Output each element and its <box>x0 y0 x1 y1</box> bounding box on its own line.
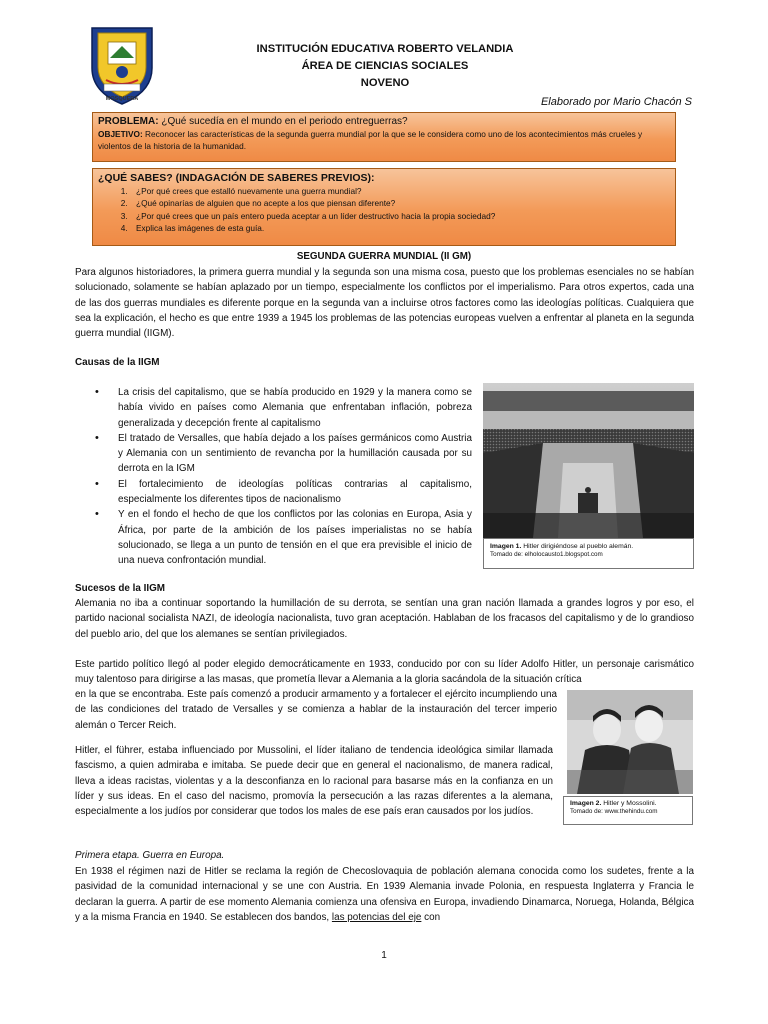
prior-knowledge-list <box>98 185 670 234</box>
problem-objective-box <box>92 112 676 162</box>
area-title: ÁREA DE CIENCIAS SOCIALES <box>301 60 469 72</box>
list-item: • La crisis del capitalismo, que se había producido en 1929 y la manera como se había vivido en países como Alemania que enfrentaban inflación, pobreza generalizada y decepción frente al capitalismo <box>92 385 472 431</box>
stage1-text: En 1938 el régimen nazi de Hitler se reclama la región de Checoslovaquia de población alemana conocida como los sudetes, frente a la pasividad de la comunidad internacional y se une con Austria. En 1939 Alemania invade Polonia, en respuesta Inglaterra y Francia le declaran la guerra. A partir de ese momento Alemania comienza una ofensiva en Europa, invadiendo Dinamarca, Noruega, Holanda, Bélgica y a la misma Francia en 1940. Se establecen dos bandos, <box>75 866 694 923</box>
objective-text: Reconocer las características de la segunda guerra mundial por la que se le considera como uno de los acontecimientos más crueles y violentos de la historia de la humanidad. <box>98 129 643 151</box>
objective-line <box>98 128 670 152</box>
problem-line <box>98 116 670 127</box>
prior-knowledge-title: ¿QUÉ SABES? (INDAGACIÓN DE SABERES PREVIOS): <box>98 172 375 184</box>
image1-caption <box>483 538 694 569</box>
page-number: 1 <box>381 950 387 961</box>
problem-label: PROBLEMA: <box>98 116 159 127</box>
image1-caption-label: Imagen 1. <box>490 543 522 550</box>
list-item: 1. ¿Por qué crees que estalló nuevamente una guerra mundial? <box>130 185 670 197</box>
events-paragraph-2-continued: en la que se encontraba. Este país comenzó a producir armamento y a fortalecer el ejército incumpliendo una de las condiciones del tratado de Versalles y se comienza a hablar de la instauración del tercer imperio alemán o Tercer Reich. <box>75 689 557 731</box>
causes-heading: Causas de la IIGM <box>75 357 160 368</box>
list-item: 2. ¿Qué opinarías de alguien que no acepte a los que piensan diferente? <box>130 197 670 209</box>
image2-caption <box>563 796 693 825</box>
problem-question: ¿Qué sucedía en el mundo en el periodo entreguerras? <box>158 116 408 127</box>
prior-knowledge-box <box>92 168 676 246</box>
list-item: • El tratado de Versalles, que había dejado a los países germánicos como Austria y Alemania con un sentimiento de revancha por la humillación causada por su derrota en la IGM <box>92 431 472 477</box>
events-paragraph-2: Este partido político llegó al poder elegido democráticamente en 1933, conducido por con su líder Adolfo Hitler, un personaje carismático muy talentoso para dirigirse a las masas, que prometía llevar a Alemania a la gloria sacándola de la situación crítica <box>75 659 694 686</box>
list-item: • Y en el fondo el hecho de que los conflictos por las colonias en Europa, Asia y África, por parte de la ambición de los países imperialistas no se había solucionado, se llega a un punto de tensión en el que era previsible el inicio de una nueva confrontación mundial. <box>92 507 472 568</box>
crest-caption: MOSQUERA <box>105 96 139 102</box>
causes-list <box>92 385 472 569</box>
grade-title: NOVENO <box>360 77 410 89</box>
school-crest-logo <box>86 24 158 106</box>
image2-source: Tomado de: www.thehindu.com <box>570 808 658 815</box>
axis-powers-link: las potencias del eje <box>331 911 422 923</box>
list-item: • El fortalecimiento de ideologías políticas contrarias al capitalismo, especialmente los diferentes tipos de nacionalismo <box>92 477 472 508</box>
objective-label: OBJETIVO: <box>98 129 143 139</box>
hitler-mussolini-photo <box>567 690 693 794</box>
hitler-rally-photo <box>483 383 694 538</box>
image2-caption-label: Imagen 2. <box>570 800 602 807</box>
image2-caption-text: Hitler y Mossolini. <box>601 800 657 807</box>
events-heading: Sucesos de la IIGM <box>75 583 166 594</box>
list-item: 4. Explica las imágenes de esta guía. <box>130 222 670 234</box>
image1-caption-text: Hitler dirigiéndose al pueblo alemán. <box>521 543 634 550</box>
section-title: SEGUNDA GUERRA MUNDIAL (II GM) <box>296 251 472 262</box>
intro-paragraph: Para algunos historiadores, la primera guerra mundial y la segunda son una misma cosa, puesto que los problemas esenciales no se habían solucionado, solamente se habían aplazado por un tiempo, especialmente los conflictos por el imperialismo. Para otros expertos, cada una de las dos guerras mundiales es diferente porque en la segunda van a incluirse otros factores como las ideologías políticas. Cualquiera que sea la explicación, el hecho es que entre 1939 a 1945 los problemas de las potencias europeas vuelven a enfrentar al planeta en la segunda guerra mundial (IIGM). <box>75 267 694 340</box>
institution-title: INSTITUCIÓN EDUCATIVA ROBERTO VELANDIA <box>256 43 514 55</box>
events-paragraph-3: Hitler, el führer, estaba influenciado por Mussolini, el líder italiano de tendencia ideológica similar llamada fascismo, a quien admiraba e imitaba. Se puede decir que en general el nacionalismo, de manera radical, lleva a ideas racistas, violentas y a la desconfianza en lo racional para basarse más en la confianza en un líder y sus ideas. En el caso del nacismo, promovía la persecución a las razas diferentes a la alemana, especialmente a los judíos por considerar que todos los males de ese país eran causados por los judíos. <box>75 745 553 818</box>
author-line: Elaborado por Mario Chacón S <box>540 96 692 108</box>
stage1-tail: con <box>421 911 441 923</box>
image1-source: Tomado de: elholocausto1.blogspot.com <box>490 551 603 558</box>
list-item: 3. ¿Por qué crees que un país entero pueda aceptar a un líder destructivo hacia la propia sociedad? <box>130 210 670 222</box>
stage1-heading: Primera etapa. Guerra en Europa. <box>75 850 225 861</box>
stage1-paragraph <box>75 864 694 925</box>
events-paragraph-1: Alemania no iba a continuar soportando la humillación de su derrota, se sentían una gran nación llamada a grandes logros y por eso, el partido nacional socialista NAZI, de ideología nacionalista, tuvo gran aceptación. Hablaban de los fracasos del capitalismo y de lo grandioso del pueblo ario, del que los alemanes se sentían privilegiados. <box>75 598 694 640</box>
